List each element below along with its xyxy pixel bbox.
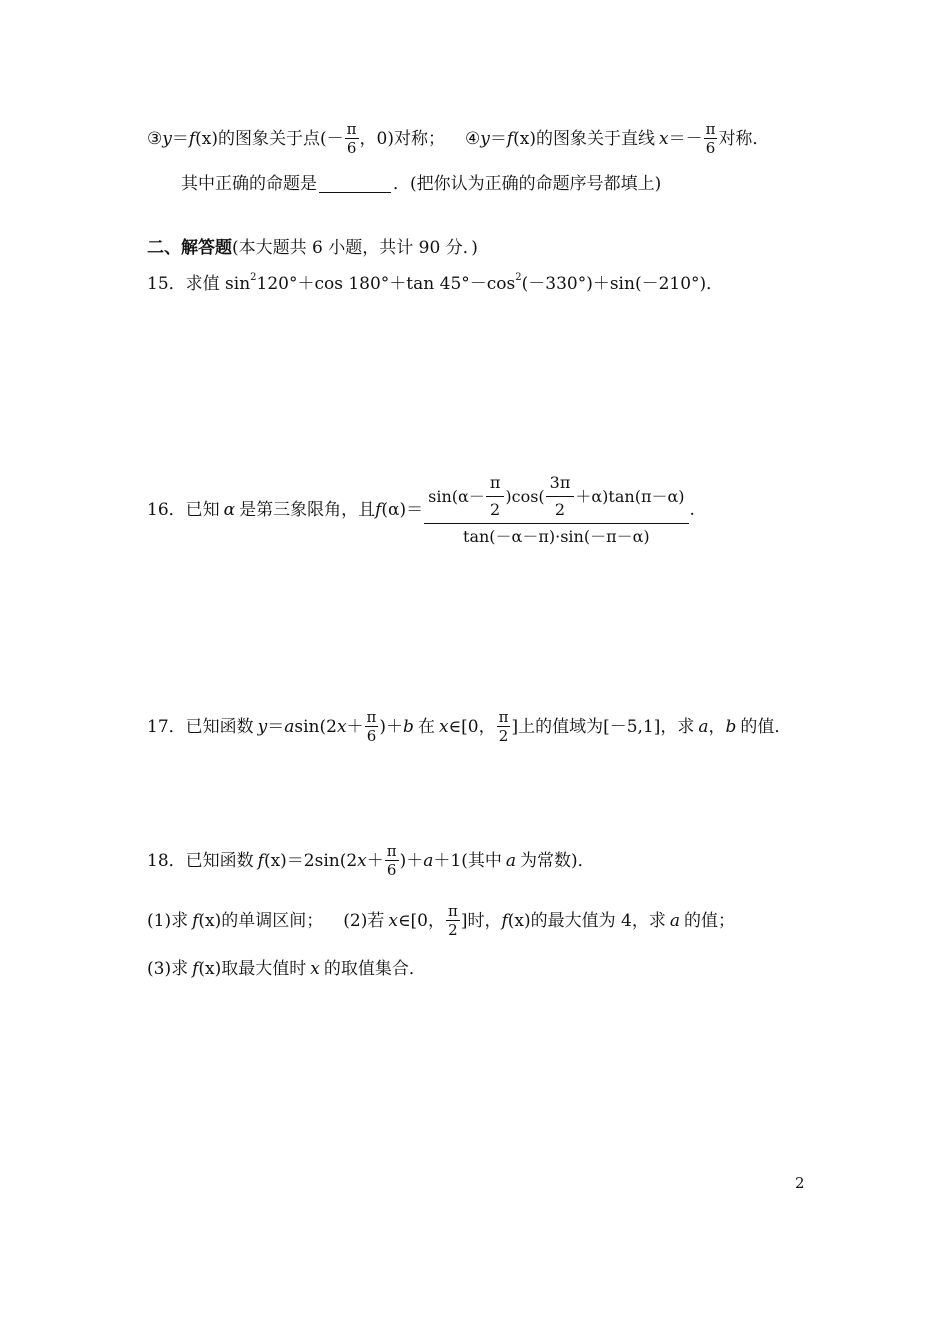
section-heading: 二、解答题 (本大题共 6 小题，共计 90 分．) (147, 238, 478, 258)
question-17: 17．已知函数 y ＝ a sin(2 x ＋ $\frac{\pi}{6}$ )＋ b 在 x ∈[0， $\frac{\pi}{2}$ ]上的值域为[－5,1]，求 a ， b 的值． (147, 708, 792, 745)
question-18-parts-1-2: (1)求 f (x) 的单调区间； (2)若 x ∈[0， $\frac{\pi}{2}$ ]时， f (x) 的最大值为 4，求 a 的值； (147, 902, 736, 939)
question-15: 15．求值 sin 2 120°＋cos 180°＋tan 45°－cos 2 (－330°)＋sin(－210°)． (147, 272, 724, 294)
circle-3: ③ (147, 128, 163, 149)
statement-line-3-4: ③ y ＝ f (x) 的图象关于点(－ $\frac{\pi}{6}$ ，0)对称； ④ y ＝ f (x) 的图象关于直线 x ＝－ $\frac{\pi}{6}$ 对称． (147, 120, 770, 157)
fraction-pi-over-6: $\frac{\pi}{6}$ (346, 120, 357, 157)
answer-blank[interactable] (319, 176, 391, 193)
question-18: 18．已知函数 f (x) ＝2sin(2 x ＋ $\frac{\pi}{6}$ )＋ a ＋1(其中 a 为常数)． (147, 842, 595, 879)
fraction-pi-over-6: $\frac{\pi}{6}$ (705, 120, 716, 157)
page-number: 2 (795, 1174, 805, 1192)
question-16: 16．已知 α 是第三象限角，且 f (α)＝ sin(α－ $\frac{\pi}{2}$ )cos( $\frac{3\pi}{2}$ ＋α)tan(π－α) tan(－α－π)·sin(－π－α) . (147, 470, 695, 550)
big-fraction-denominator: tan(－α－π)·sin(－π－α) (463, 527, 650, 546)
question-18-part-3: (3)求 f (x) 取最大值时 x 的取值集合． (147, 959, 426, 979)
fill-in-question: 其中正确的命题是 ．(把你认为正确的命题序号都填上) (181, 174, 662, 194)
big-fraction (424, 470, 688, 550)
circle-4: ④ (464, 128, 481, 149)
big-fraction-numerator: sin(α－ $\frac{\pi}{2}$ )cos( $\frac{3\pi}{2}$ ＋α)tan(π－α) (428, 473, 685, 519)
